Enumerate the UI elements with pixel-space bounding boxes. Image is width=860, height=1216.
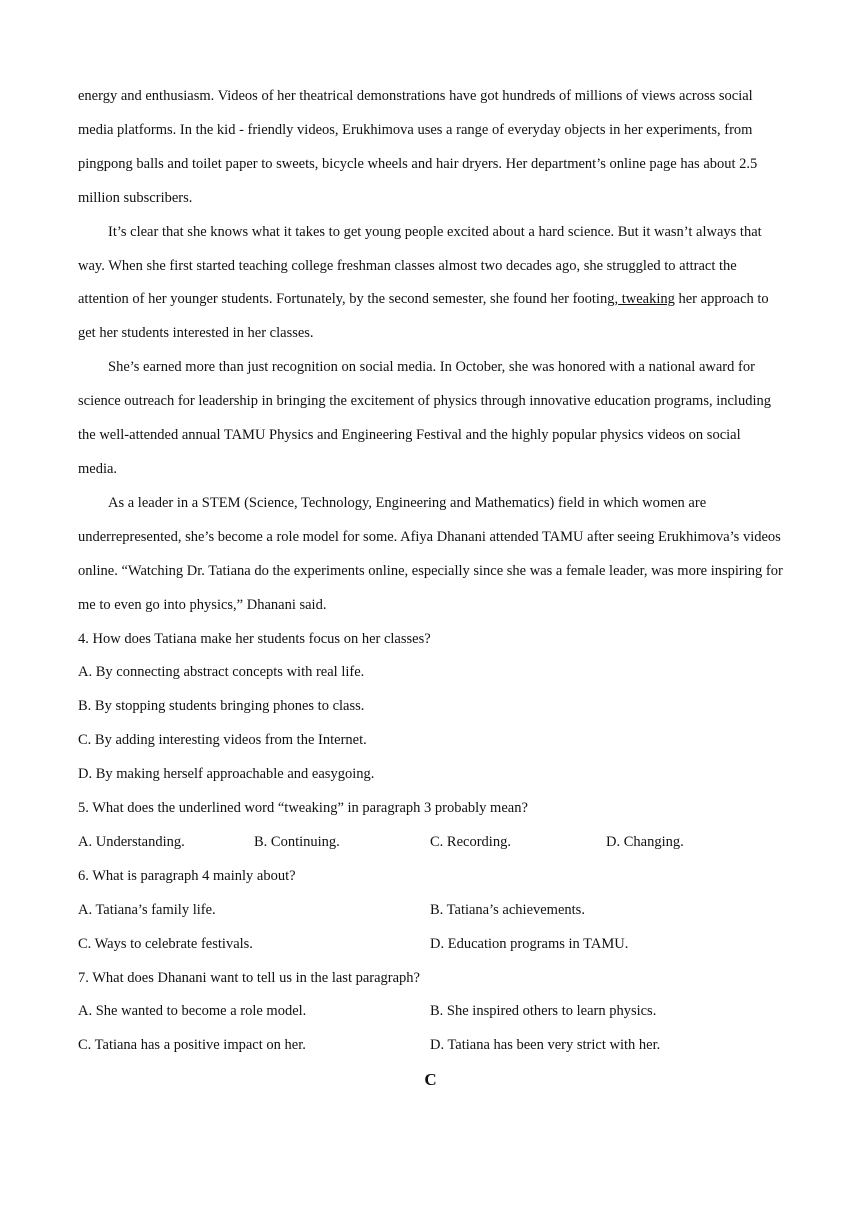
question-6-option-b: B. Tatiana’s achievements.	[430, 901, 585, 918]
question-4-option-b: B. By stopping students bringing phones to class.	[78, 698, 365, 715]
question-6-option-c: C. Ways to celebrate festivals.	[78, 935, 253, 952]
question-6	[78, 860, 783, 962]
question-7-stem: 7. What does Dhanani want to tell us in the last paragraph?	[78, 969, 420, 986]
question-5-stem: 5. What does the underlined word “tweaking” in paragraph 3 probably mean?	[78, 800, 528, 817]
question-7-options-row-1	[78, 995, 783, 1029]
question-6-options-row-2	[78, 928, 783, 962]
question-5-option-c: C. Recording.	[430, 833, 511, 850]
question-6-option-a: A. Tatiana’s family life.	[78, 901, 216, 918]
question-4-option-a: A. By connecting abstract concepts with real life.	[78, 664, 365, 681]
question-4-option-c: C. By adding interesting videos from the Internet.	[78, 732, 367, 749]
paragraph-1: energy and enthusiasm. Videos of her theatrical demonstrations have got hundreds of millions of views across social media platforms. In the kid - friendly videos, Erukhimova uses a range of everyday objects in her experiments, from pingpong balls and toilet paper to sweets, bicycle wheels and hair dryers. Her department’s online page has about 2.5 million subscribers.	[78, 88, 758, 206]
question-7-option-d: D. Tatiana has been very strict with her.	[430, 1037, 661, 1054]
question-4-option-d: D. By making herself approachable and easygoing.	[78, 766, 375, 783]
question-5-options	[78, 826, 783, 860]
question-4-stem: 4. How does Tatiana make her students focus on her classes?	[78, 630, 431, 647]
question-5	[78, 792, 783, 860]
question-7-option-b: B. She inspired others to learn physics.	[430, 1003, 657, 1020]
underlined-word-tweaking: tweaking	[618, 291, 675, 308]
question-5-option-d: D. Changing.	[606, 833, 684, 850]
question-7-option-a: A. She wanted to become a role model.	[78, 1003, 307, 1020]
question-6-stem: 6. What is paragraph 4 mainly about?	[78, 867, 296, 884]
question-6-option-d: D. Education programs in TAMU.	[430, 935, 629, 952]
question-4	[78, 623, 783, 793]
paragraph-2-text-before: It’s clear that she knows what it takes to get young people excited about a hard science. But it wasn’t always that way. When she first started teaching college freshman classes almost two decades ago, she struggled to attract the attention of her younger students. Fortunately, by the second semester, she found her footing,	[78, 223, 762, 308]
question-7-option-c: C. Tatiana has a positive impact on her.	[78, 1037, 306, 1054]
question-5-option-b: B. Continuing.	[254, 833, 340, 850]
paragraph-2	[78, 216, 783, 352]
paragraph-4: As a leader in a STEM (Science, Technology, Engineering and Mathematics) field in which women are underrepresented, she’s become a role model for some. Afiya Dhanani attended TAMU after seeing Erukhimova’s videos online. “Watching Dr. Tatiana do the experiments online, especially since she was a female leader, was more inspiring for me to even go into physics,” Dhanani said.	[78, 494, 783, 613]
question-7-options-row-2	[78, 1029, 783, 1063]
question-6-options-row-1	[78, 894, 783, 928]
question-5-option-a: A. Understanding.	[78, 833, 185, 850]
paragraph-3: She’s earned more than just recognition on social media. In October, she was honored with a national award for science outreach for leadership in bringing the excitement of physics through innovative education programs, including the well-attended annual TAMU Physics and Engineering Festival and the highly popular physics videos on social media.	[78, 359, 771, 477]
paragraph-2-text-after: her approach to get her students interested in her classes.	[78, 291, 769, 342]
question-7	[78, 962, 783, 1064]
document-page	[78, 80, 783, 1097]
reading-passage	[78, 80, 783, 623]
section-heading: C	[424, 1070, 437, 1090]
